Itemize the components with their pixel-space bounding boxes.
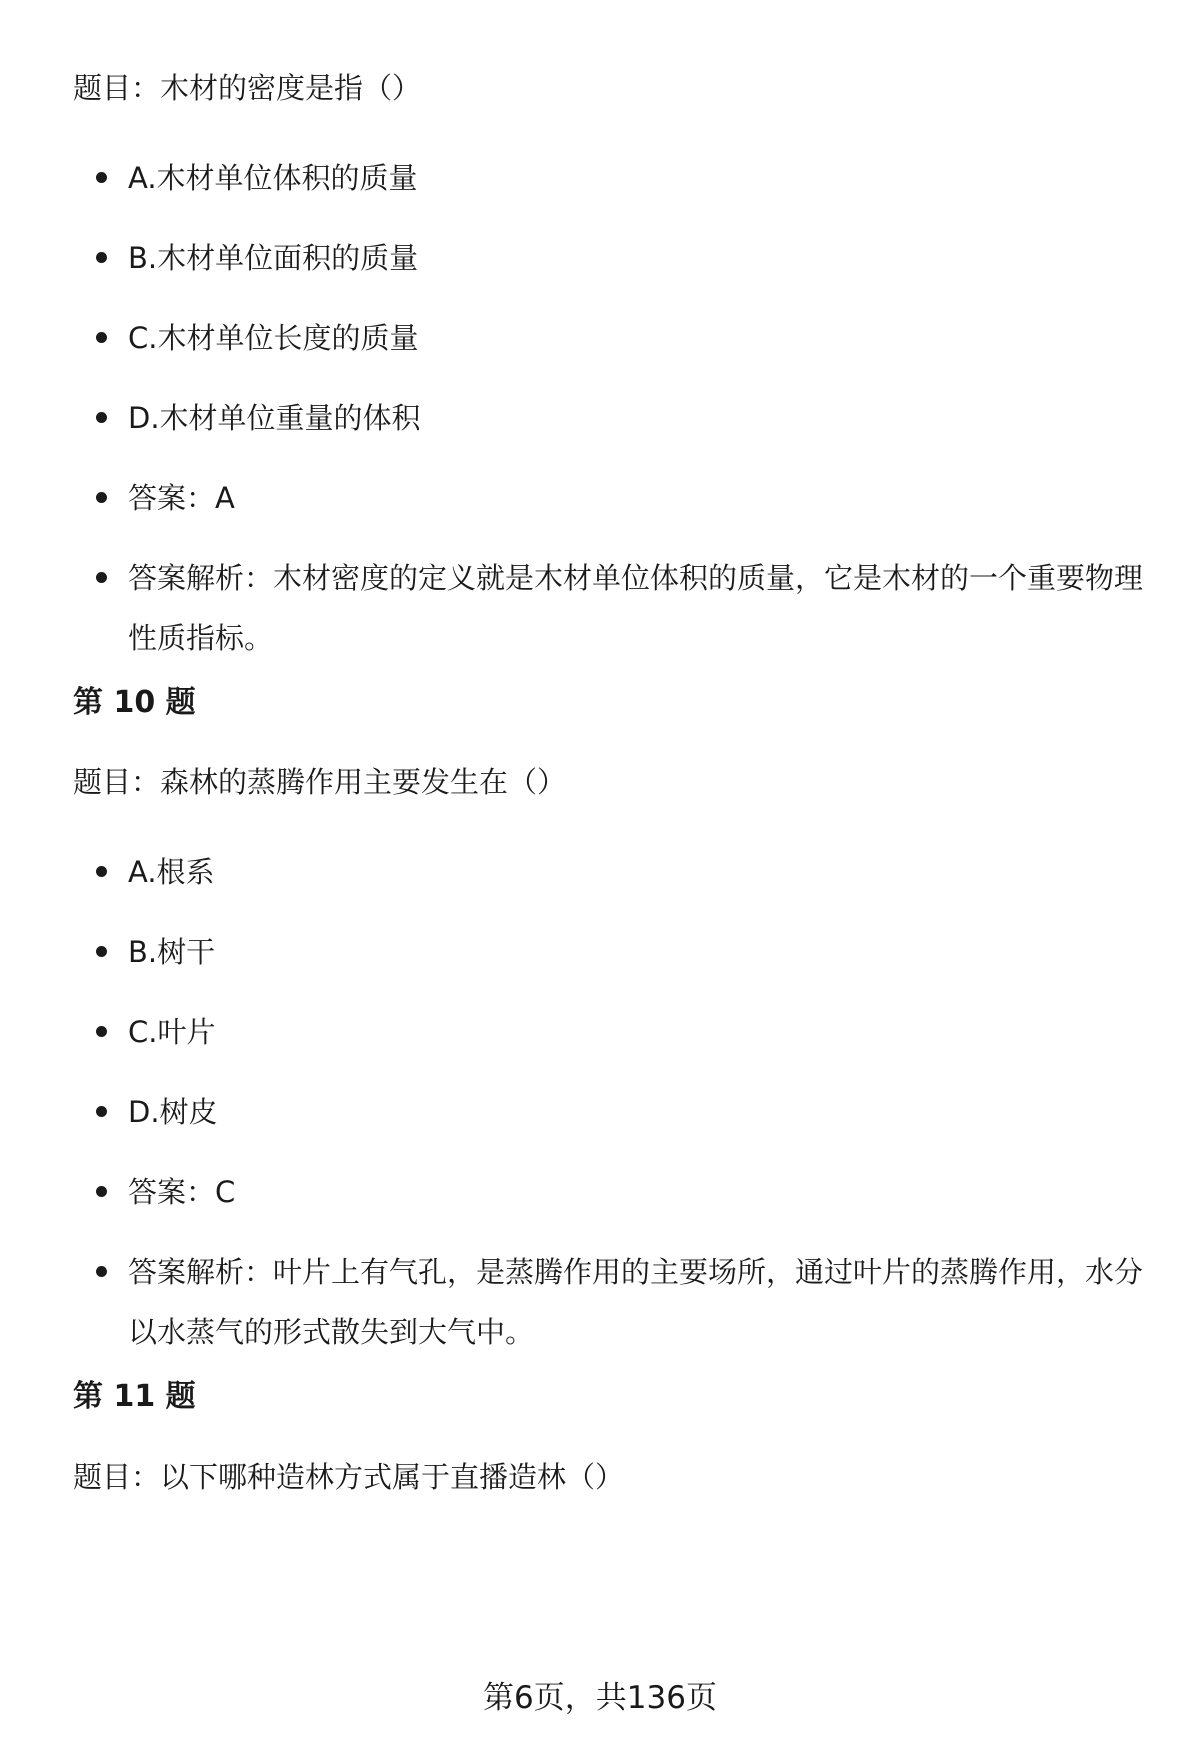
q10-stem: 题目：森林的蒸腾作用主要发生在（） <box>73 765 567 799</box>
q9-option-c <box>96 308 1156 368</box>
q9-option-a <box>96 148 1156 208</box>
q10-option-a <box>96 842 1156 902</box>
bullet-icon <box>96 412 107 423</box>
bullet-icon <box>96 946 107 957</box>
page-footer: 第6页，共136页 <box>483 1680 717 1716</box>
q9-analysis <box>96 548 1156 668</box>
q9-answer <box>96 468 1156 528</box>
option-text: B.木材单位面积的质量 <box>128 241 419 275</box>
q9-option-d <box>96 388 1156 448</box>
q10-option-d <box>96 1082 1156 1142</box>
q10-analysis <box>96 1242 1156 1362</box>
bullet-icon <box>96 866 107 877</box>
option-text: D.树皮 <box>128 1095 218 1129</box>
bullet-icon <box>96 332 107 343</box>
option-text: C.叶片 <box>128 1015 216 1049</box>
analysis-text: 答案解析：木材密度的定义就是木材单位体积的质量，它是木材的一个重要物理性质指标。 <box>128 561 1144 655</box>
q9-option-b <box>96 228 1156 288</box>
bullet-icon <box>96 172 107 183</box>
q10-heading: 第 10 题 <box>73 685 196 720</box>
answer-text: 答案：C <box>128 1175 236 1209</box>
option-text: A.木材单位体积的质量 <box>128 161 418 195</box>
bullet-icon <box>96 252 107 263</box>
bullet-icon <box>96 572 107 583</box>
q10-option-b <box>96 922 1156 982</box>
bullet-icon <box>96 1106 107 1117</box>
q11-stem: 题目：以下哪种造林方式属于直播造林（） <box>73 1460 625 1494</box>
option-text: D.木材单位重量的体积 <box>128 401 421 435</box>
option-text: B.树干 <box>128 935 216 969</box>
option-text: A.根系 <box>128 855 215 889</box>
q9-stem: 题目：木材的密度是指（） <box>73 71 422 105</box>
q10-answer <box>96 1162 1156 1222</box>
q11-heading: 第 11 题 <box>73 1379 196 1414</box>
option-text: C.木材单位长度的质量 <box>128 321 419 355</box>
answer-text: 答案：A <box>128 481 235 515</box>
bullet-icon <box>96 1186 107 1197</box>
bullet-icon <box>96 1026 107 1037</box>
bullet-icon <box>96 1266 107 1277</box>
analysis-text: 答案解析：叶片上有气孔，是蒸腾作用的主要场所，通过叶片的蒸腾作用，水分以水蒸气的形式散失到大气中。 <box>128 1255 1144 1349</box>
bullet-icon <box>96 492 107 503</box>
q10-option-c <box>96 1002 1156 1062</box>
